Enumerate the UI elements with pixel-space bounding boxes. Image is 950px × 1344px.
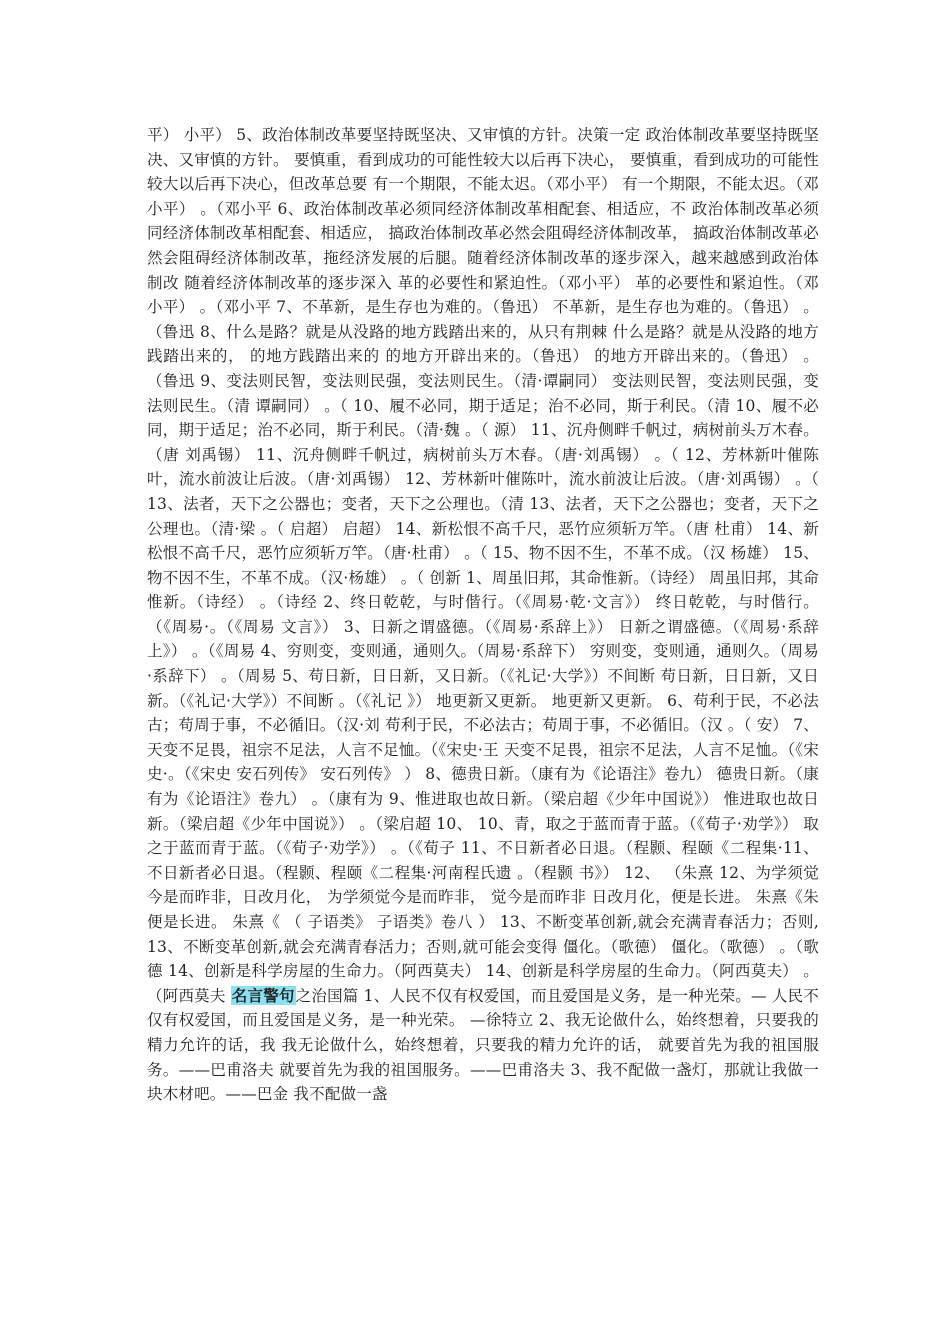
text-after-highlight: 之治国篇 1、人民不仅有权爱国，而且爱国是义务，是一种光荣。— 人民不仅有权爱国，而且爱国是义务，是一种光荣。 —徐特立 2、我无论做什么，始终想着，只要我的精力允许的话，我 我无论做什么，始终想着，只要我的精力允许的话， 就要首先为我的祖国服务。——巴甫洛夫 就要首先为我的祖国服务。——巴甫洛夫 3、我不配做一盏灯，那就让我做一块木材吧。——巴金 我不配做一盏: [147, 986, 819, 1104]
document-body-text: [147, 123, 819, 1107]
highlighted-keyword[interactable]: 名言警句: [231, 985, 295, 1005]
text-before-highlight: 平） 小平） 5、政治体制改革要坚持既坚决、又审慎的方针。决策一定 政治体制改革要坚持既坚决、又审慎的方针。 要慎重，看到成功的可能性较大以后再下决心， 要慎重，看到成功的可能性较大以后再下决心，但改革总要 有一个期限，不能太迟。（邓小平） 有一个期限，不能太迟。（邓小平） 。（邓小平 6、政治体制改革必须同经济体制改革相配套、相适应，不 政治体制改革必须同经济体制改革相配套、相适应， 搞政治体制改革必然会阻碍经济体制改革， 搞政治体制改革必然会阻碍经济体制改革，拖经济发展的后腿。随着经济体制改革的逐步深入，越来越感到政治体制改 随着经济体制改革的逐步深入 革的必要性和紧迫性。（邓小平） 革的必要性和紧迫性。（邓小平） 。（邓小平 7、不革新，是生存也为难的。（鲁迅） 不革新，是生存也为难的。（鲁迅） 。（鲁迅 8、什么是路？就是从没路的地方践踏出来的，从只有荆棘 什么是路？就是从没路的地方践踏出来的， 的地方践踏出来的 的地方开辟出来的。（鲁迅） 的地方开辟出来的。（鲁迅） 。（鲁迅 9、变法则民智，变法则民强，变法则民生。（清·谭嗣同） 变法则民智，变法则民强，变法则民生。（清 谭嗣同） 。（ 10、履不必同，期于适足；治不必同，斯于利民。（清 10、履不必同，期于适足；治不必同，斯于利民。（清·魏 。（ 源） 11、沉舟侧畔千帆过，病树前头万木春。（唐 刘禹锡） 11、沉舟侧畔千帆过，病树前头万木春。（唐·刘禹锡） 。（ 12、芳林新叶催陈叶，流水前波让后波。（唐·刘禹锡） 12、芳林新叶催陈叶，流水前波让后波。（唐·刘禹锡） 。（ 13、法者，天下之公器也；变者，天下之公理也。（清 13、法者，天下之公器也；变者，天下之公理也。（清·梁 。（ 启超） 启超） 14、新松恨不高千尺，恶竹应须斩万竿。（唐 杜甫） 14、新松恨不高千尺，恶竹应须斩万竿。（唐·杜甫） 。（ 15、物不因不生，不革不成。（汉 杨雄） 15、物不因不生，不革不成。（汉·杨雄） 。（ 创新 1、周虽旧邦，其命惟新。（诗经） 周虽旧邦，其命惟新。（诗经） 。（诗经 2、终日乾乾，与时偕行。（《周易·乾·文言》） 终日乾乾，与时偕行。（《周易·。（《周易 文言》） 3、日新之谓盛德。（《周易·系辞上》） 日新之谓盛德。（《周易·系辞上》） 。（《周易 4、穷则变，变则通，通则久。（周易·系辞下） 穷则变，变则通，通则久。（周易·系辞下） 。（周易 5、苟日新，日日新，又日新。（《礼记·大学》）不间断 苟日新，日日新，又日新。（《礼记·大学》）不间断 。（《礼记 》） 地更新又更新。 地更新又更新。 6、苟利于民，不必法古；苟周于事，不必循旧。（汉·刘 苟利于民，不必法古；苟周于事，不必循旧。（汉 。（ 安） 7、天变不足畏，祖宗不足法，人言不足恤。（《宋史·王 天变不足畏，祖宗不足法，人言不足恤。（《宋史·。（《宋史 安石列传》 安石列传》 ） 8、德贵日新。（康有为《论语注》卷九） 德贵日新。（康有为《论语注》卷九） 。（康有为 9、惟进取也故日新。（梁启超《少年中国说》） 惟进取也故日新。（梁启超《少年中国说》） 。（梁启超 10、 10、青，取之于蓝而青于蓝。（《荀子·劝学》） 取之于蓝而青于蓝。（《荀子·劝学》） 。（《荀子 11、不日新者必日退。（程颢、程颐《二程集·11、不日新者必日退。（程颢、程颐《二程集·河南程氏遗 。（程颢 书》） 12、 （朱熹 12、为学须觉今是而昨非，日改月化， 为学须觉今是而昨非， 觉今是而昨非 日改月化，便是长进。 朱熹《朱 便是长进。 朱熹《 （ 子语类》 子语类》卷八 ） 13、不断变革创新,就会充满青春活力；否则, 13、不断变革创新,就会充满青春活力；否则,就可能会变得 僵化。（歌德） 僵化。（歌德） 。（歌德 14、创新是科学房屋的生命力。（阿西莫夫） 14、创新是科学房屋的生命力。（阿西莫夫） 。（阿西莫夫: [147, 126, 819, 1005]
